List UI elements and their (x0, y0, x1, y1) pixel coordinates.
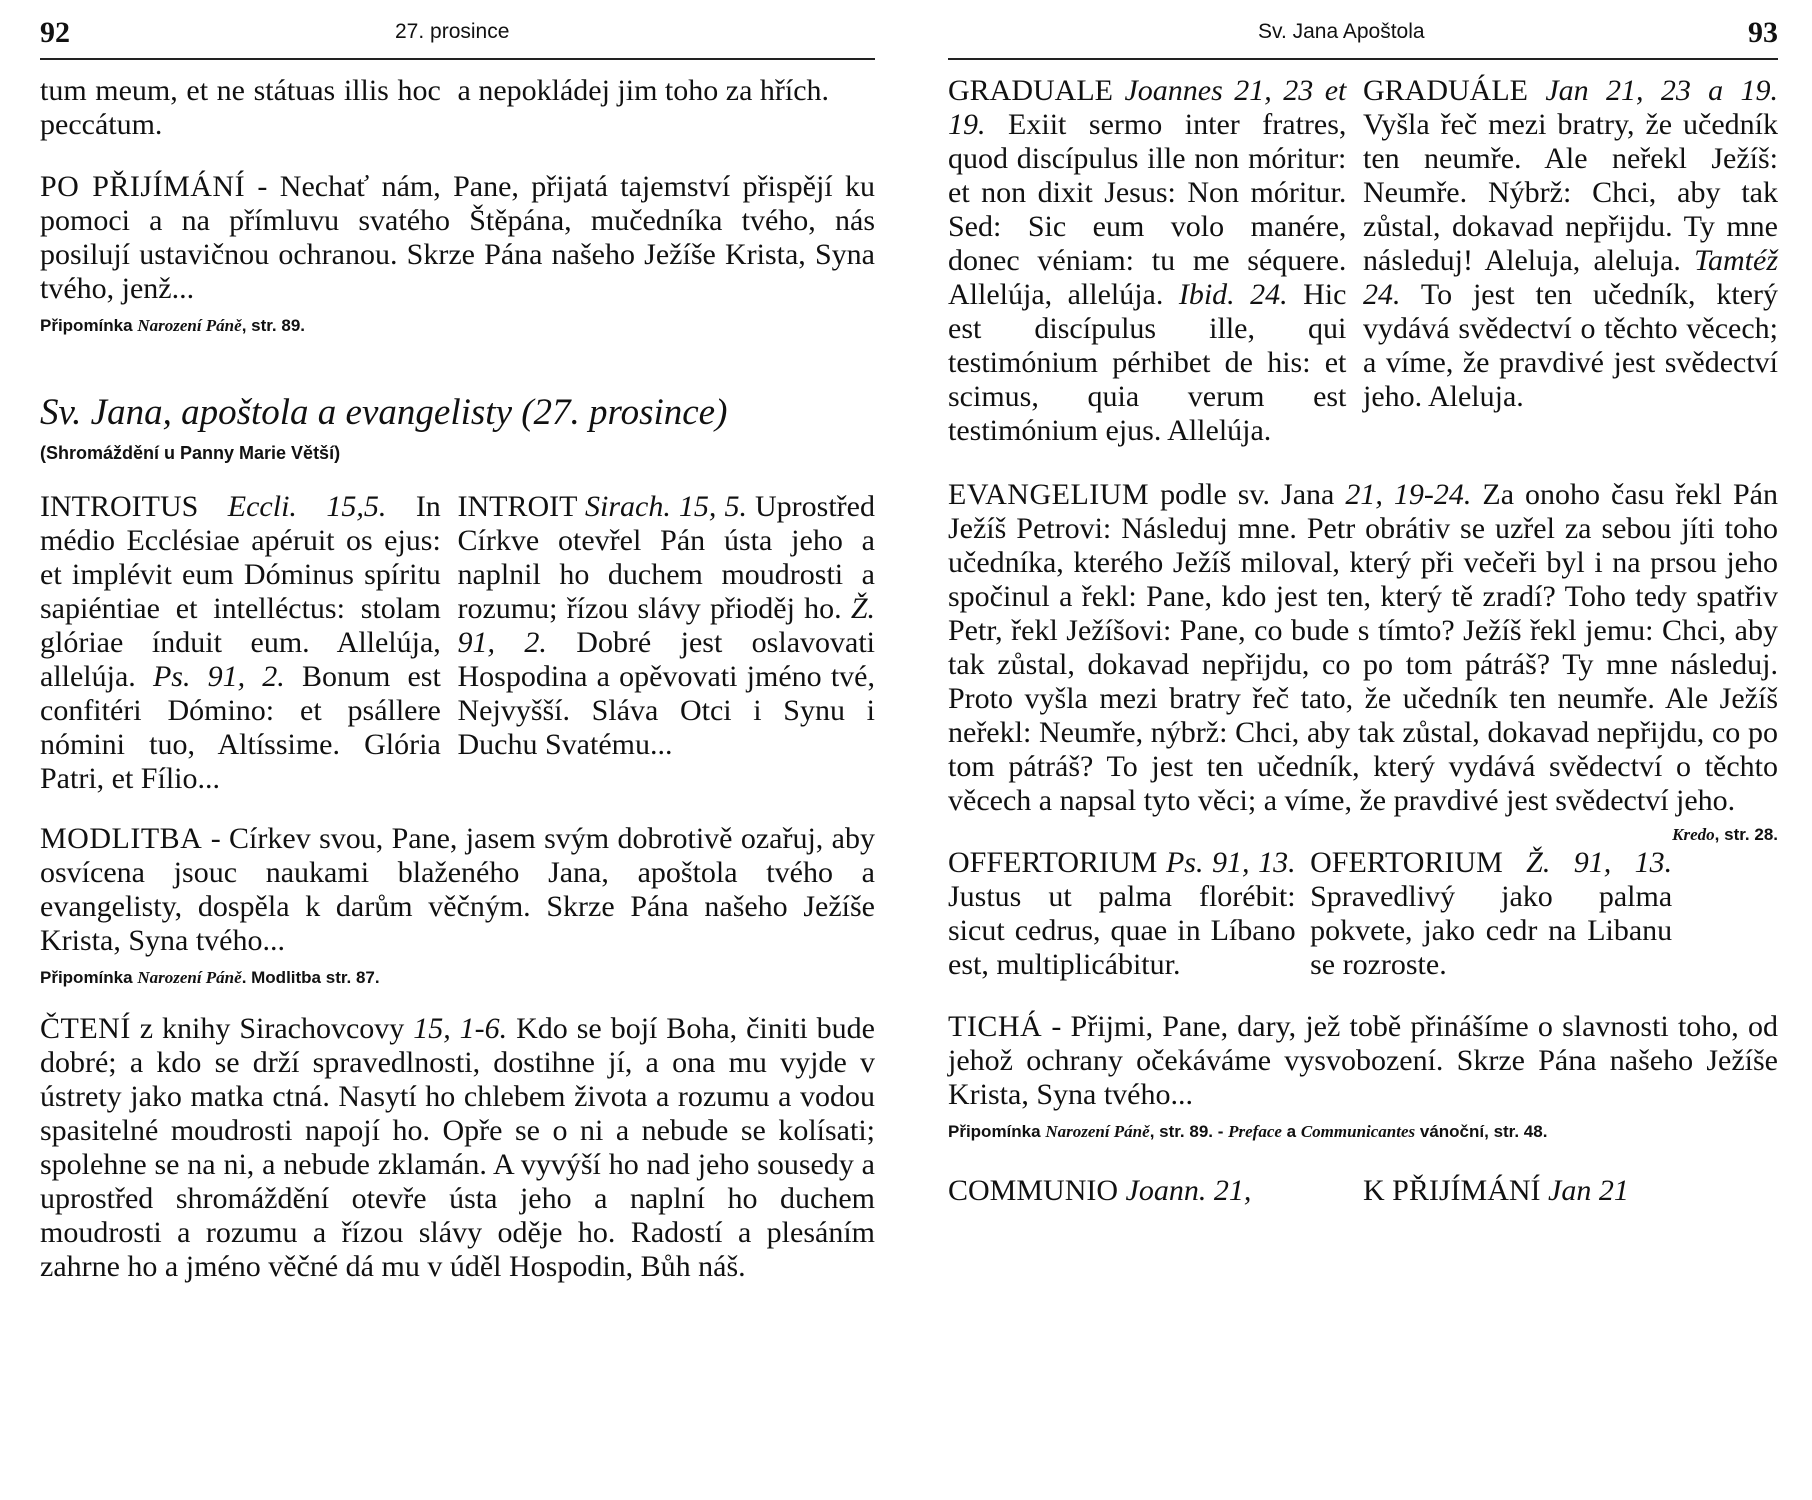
czech-continuation: a nepokládej jim toho za hřích. (457, 74, 830, 107)
reading-text: ČTENÍ z knihy Sirachovcovy 15, 1-6. Kdo se bojí Boha, činiti bude dobré; a kdo se drží spravedlnosti, dostihne jí, a ona mu vyjde v ústrety jako matka ctná. Nasytí ho chlebem života a rozumu a vodou spasitelné moudrosti napojí ho. Opře se o ni a nebude se kolísati; spolehne se na ni, a nebude zklamán. A vyvýší ho nad jeho sousedy a uprostřed shromáždění otevře ústa jeho a naplní ho duchem moudrosti a rozumu a řízou slávy oděje ho. Radostí a plesáním zahrne ho a jméno věčné dá mu v úděl Hospodin, Bůh náš. (40, 1012, 876, 1283)
collect-prayer: MODLITBA - Církev svou, Pane, jasem svým dobrotivě ozařuj, aby osvícena jsouc naukami blaženého Jana, apoštola tvého a evangelisty, dospěla k darům věčným. Skrze Pána našeho Ježíše Krista, Syna tvého... (40, 822, 875, 957)
communion-czech: K PŘIJÍMÁNÍ Jan 21 (1363, 1174, 1629, 1207)
latin-continuation: tum meum, et ne státuas illis hoc peccátum. (40, 74, 441, 141)
right-page-header (948, 0, 1778, 60)
creed-note: Kredo, str. 28. (1672, 825, 1778, 844)
post-communion-label: PO PŘIJÍMÁNÍ (40, 170, 246, 203)
offertory-latin: OFFERTORIUM Ps. 91, 13. Justus ut palma florébit: sicut cedrus, quae in Líbano est, multiplicábitur. (948, 846, 1296, 981)
left-page (40, 0, 875, 1500)
gradual-czech: GRADUÁLE Jan 21, 23 a 19. Vyšla řeč mezi bratry, že učedník ten neumře. Ale neřekl Ježíš: Neumře. Nýbrž: Chci, aby tak zůstal, dokavad nepřijdu. Ty mne následuj! Aleluja, aleluja. Tamtéž 24. To jest ten učedník, který vydává svědectví o těchto věcech; a víme, že pravdivé jest svědectví jeho. Aleluja. (1363, 74, 1778, 413)
communion-latin: COMMUNIO Joann. 21, (948, 1174, 1252, 1207)
commemoration-note-3: Připomínka Narození Páně, str. 89. - Preface a Communicantes vánoční, str. 48. (948, 1122, 1548, 1141)
communion-block (948, 1174, 1778, 1208)
page-number: 93 (1748, 16, 1778, 49)
introit-latin: INTROITUS Eccli. 15,5. In médio Ecclésiae apéruit os ejus: et implévit eum Dóminus spíritu sapiéntiae et intelléctus: stolam glóriae índuit eum. Allelúja, allelúja. Ps. 91, 2. Bonum est confitéri Dómino: et psállere nómini tuo, Altíssime. Glória Patri, et Fílio... (40, 490, 441, 795)
station-church: (Shromáždění u Panny Marie Větší) (40, 443, 341, 463)
introit-czech: INTROIT Sirach. 15, 5. Uprostřed Církve otevřel Pán ústa jeho a naplnil ho duchem moudrosti a rozumu; řízou slávy přioděj ho. Ž. 91, 2. Dobré jest oslavovati Hospodina a opěvovati jméno tvé, Nejvyšší. Sláva Otci i Synu i Duchu Svatému... (457, 490, 876, 761)
post-communion-prayer (40, 170, 875, 306)
page-number: 92 (40, 16, 70, 49)
feast-title: Sv. Jana, apoštola a evangelisty (27. prosince) (40, 392, 728, 433)
gradual-block (948, 74, 1778, 448)
offertory-czech: OFERTORIUM Ž. 91, 13. Spravedlivý jako palma pokvete, jako cedr na Libanu se rozroste. (1310, 846, 1673, 981)
running-title: 27. prosince (395, 20, 510, 43)
running-title: Sv. Jana Apoštola (1258, 20, 1425, 43)
gospel-text: EVANGELIUM podle sv. Jana 21, 19-24. Za onoho času řekl Pán Ježíš Petrovi: Následuj mne. Petr obrátiv se uzřel za sebou jíti toho učedníka, kterého Ježíš miloval, který při večeři byl i na prsou jeho spočinul a řekl: Pane, kdo jest ten, který tě zradí? Toho tedy spatřiv Petr, řekl Ježíšovi: Pane, co bude s tímto? Ježíš řekl jemu: Chci, aby tak zůstal, dokavad nepřijdu, co po tom pátráš? Ty mne následuj. Proto vyšla mezi bratry řeč tato, že učedník ten neumře. Ale Ježíš neřekl: Neumře, nýbrž: Chci, aby tak zůstal, dokavad nepřijdu, co po tom pátráš? To jest ten učedník, který vydává svědectví o těchto věcech a napsal tyto věci; a víme, že pravdivé jest svědectví jeho. Kredo, str. 28. (948, 478, 1778, 818)
commemoration-note-2: Připomínka Narození Páně. Modlitba str. 87. (40, 968, 380, 987)
offertory-block (948, 846, 1672, 982)
right-page (948, 0, 1778, 1500)
commemoration-note: Připomínka Narození Páně, str. 89. (40, 316, 306, 335)
introit-block (40, 490, 875, 796)
left-page-header (40, 0, 875, 60)
continued-text (40, 74, 875, 142)
post-communion-text: - Nechať nám, Pane, přijatá tajemství přispějí ku pomoci a na přímluvu svatého Štěpána, mučedníka tvého, nás posilují ustavičnou ochranou. Skrze Pána našeho Ježíše Krista, Syna tvého, jenž... (40, 170, 875, 305)
gradual-latin: GRADUALE Joannes 21, 23 et 19. Exiit sermo inter fratres, quod discípulus ille non móritur: et non dixit Jesus: Non móritur. Sed: Sic eum volo manére, donec véniam: tu me séquere. Allelúja, allelúja. Ibid. 24. Hic est discípulus ille, qui testimónium pérhibet de his: et scimus, quia verum est testimónium ejus. Allelúja. (948, 74, 1347, 447)
secret-prayer: TICHÁ - Přijmi, Pane, dary, jež tobě přinášíme o slavnosti toho, od jehož ochrany očekáváme vysvobození. Skrze Pána našeho Ježíše Krista, Syna tvého... (948, 1010, 1778, 1111)
